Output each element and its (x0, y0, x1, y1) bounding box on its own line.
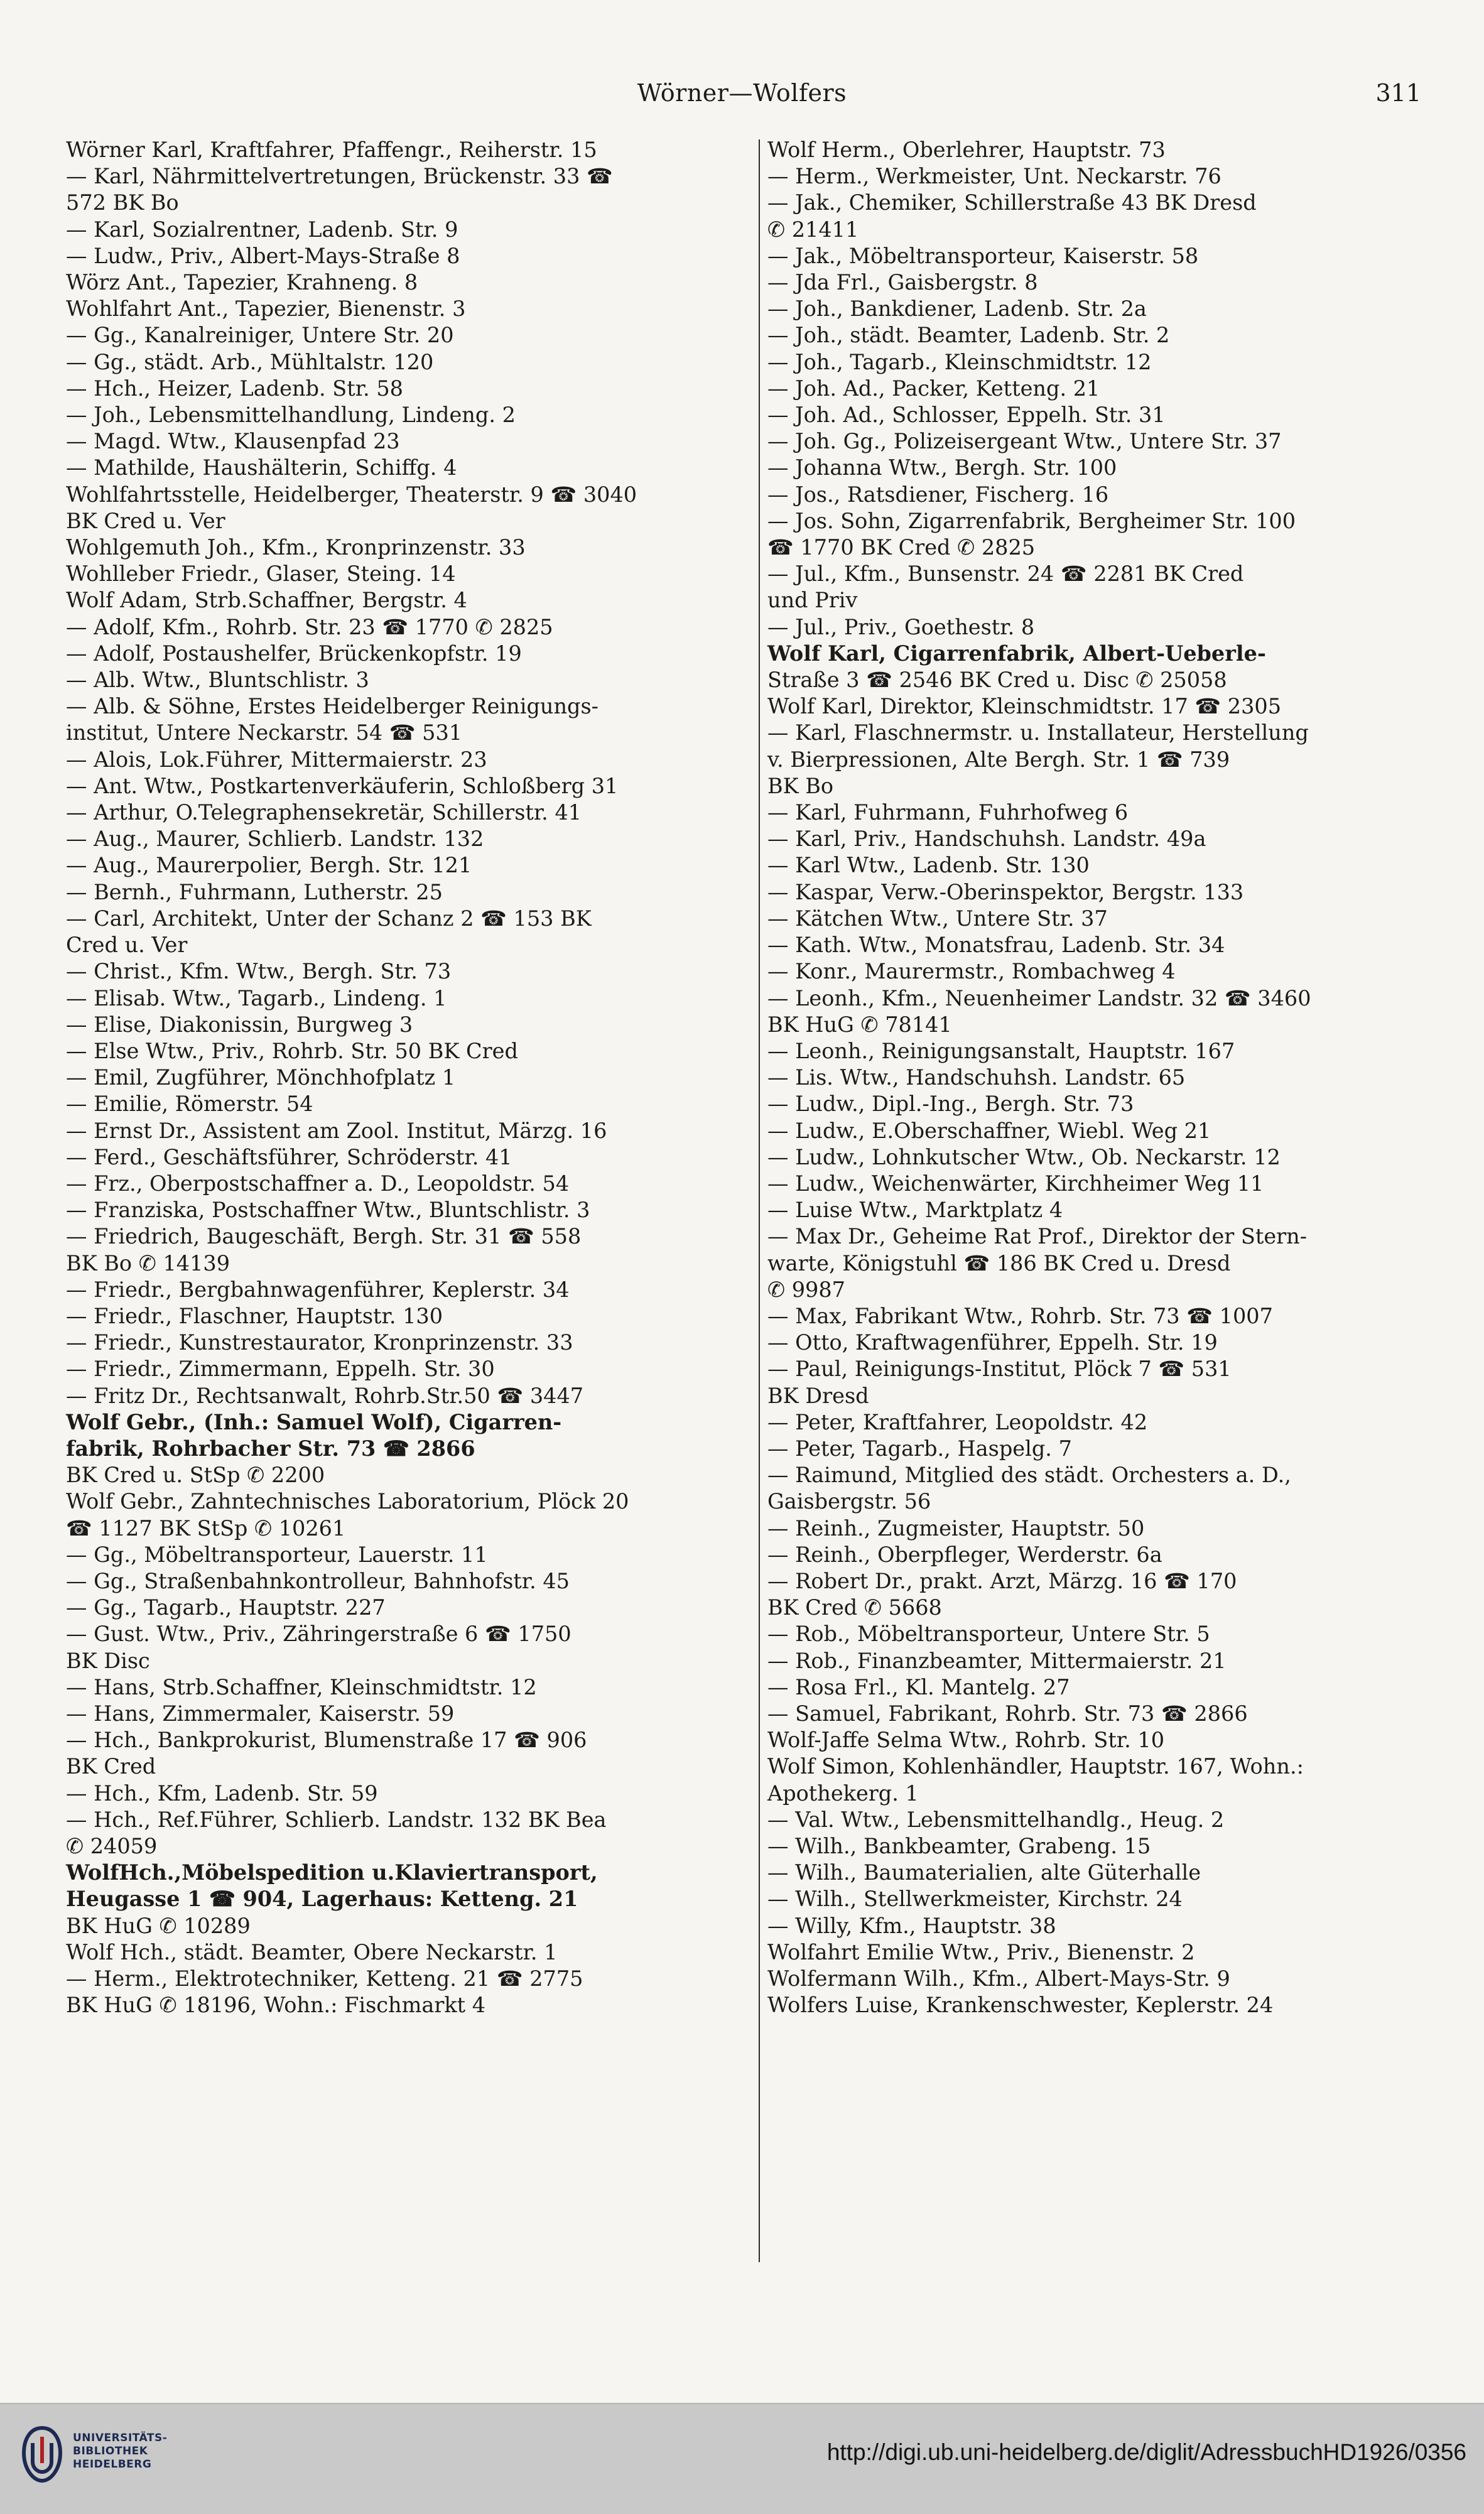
directory-entry: — Hch., Bankprokurist, Blumenstraße 17 ☎ 906 (66, 1728, 587, 1753)
directory-entry: und Priv (767, 588, 858, 613)
directory-entry: — Konr., Maurermstr., Rombachweg 4 (767, 959, 1176, 984)
directory-entry: — Jak., Chemiker, Schillerstraße 43 BK Dresd (767, 190, 1257, 215)
directory-entry: — Max, Fabrikant Wtw., Rohrb. Str. 73 ☎ 1007 (767, 1303, 1273, 1328)
directory-entry: — Friedrich, Baugeschäft, Bergh. Str. 31 ☎ 558 (66, 1224, 582, 1249)
directory-entry: — Gg., städt. Arb., Mühltalstr. 120 (66, 349, 434, 374)
directory-entry: — Christ., Kfm. Wtw., Bergh. Str. 73 (66, 959, 452, 984)
directory-entry: — Kaspar, Verw.-Oberinspektor, Bergstr. 133 (767, 879, 1244, 904)
directory-entry: — Adolf, Kfm., Rohrb. Str. 23 ☎ 1770 ✆ 2825 (66, 614, 553, 639)
directory-entry: — Jos., Ratsdiener, Fischerg. 16 (767, 482, 1109, 507)
directory-entry: ✆ 24059 (66, 1834, 158, 1858)
directory-entry: — Gg., Kanalreiniger, Untere Str. 20 (66, 323, 454, 348)
directory-entry: — Jos. Sohn, Zigarrenfabrik, Bergheimer Str. 100 (767, 508, 1296, 533)
source-url-link[interactable]: http://digi.ub.uni-heidelberg.de/diglit/AdressbuchHD1926/0356 (826, 2439, 1466, 2465)
directory-entry: Wolf-Jaffe Selma Wtw., Rohrb. Str. 10 (767, 1728, 1165, 1753)
directory-entry: — Luise Wtw., Marktplatz 4 (767, 1198, 1063, 1223)
directory-entry: — Joh. Ad., Schlosser, Eppelh. Str. 31 (767, 403, 1166, 428)
directory-entry: Wohlfahrt Ant., Tapezier, Bienenstr. 3 (66, 296, 466, 322)
directory-entry: Wolf Simon, Kohlenhändler, Hauptstr. 167, Wohn.: (767, 1754, 1304, 1779)
directory-entry: BK Bo ✆ 14139 (66, 1250, 230, 1276)
directory-entry: — Rob., Möbeltransporteur, Untere Str. 5 (767, 1622, 1210, 1647)
directory-entry: — Fritz Dr., Rechtsanwalt, Rohrb.Str.50 ☎ 3447 (66, 1383, 584, 1408)
logo-text-line-2: BIBLIOTHEK (73, 2445, 148, 2457)
column-divider (759, 139, 760, 2262)
directory-entry: — Magd. Wtw., Klausenpfad 23 (66, 429, 400, 454)
directory-entry: — Karl, Nährmittelvertretungen, Brückenstr. 33 ☎ (66, 164, 613, 189)
directory-entry: — Aug., Maurerpolier, Bergh. Str. 121 (66, 853, 472, 878)
page-header (63, 74, 1421, 118)
directory-entry: — Jda Frl., Gaisbergstr. 8 (767, 270, 1038, 295)
directory-entry: — Raimund, Mitglied des städt. Orchesters a. D., (767, 1463, 1291, 1488)
directory-entry: BK Dresd (767, 1383, 869, 1408)
directory-entry: — Arthur, O.Telegraphensekretär, Schillerstr. 41 (66, 800, 582, 825)
directory-entry: — Wilh., Baumaterialien, alte Güterhalle (767, 1860, 1201, 1885)
directory-entry: — Karl, Flaschnermstr. u. Installateur, Herstellung (767, 720, 1309, 745)
directory-entry: — Ant. Wtw., Postkartenverkäuferin, Schloßberg 31 (66, 773, 619, 798)
directory-entry: — Hch., Kfm, Ladenb. Str. 59 (66, 1780, 378, 1806)
directory-entry: Gaisbergstr. 56 (767, 1489, 931, 1514)
directory-entry: — Adolf, Postaushelfer, Brückenkopfstr. 19 (66, 641, 522, 666)
directory-entry: — Gg., Straßenbahnkontrolleur, Bahnhofstr. 45 (66, 1568, 570, 1593)
directory-entry: — Rosa Frl., Kl. Mantelg. 27 (767, 1674, 1070, 1699)
directory-entry: — Karl, Fuhrmann, Fuhrhofweg 6 (767, 800, 1129, 825)
directory-entry: warte, Königstuhl ☎ 186 BK Cred u. Dresd (767, 1250, 1231, 1276)
footer-bar (0, 2403, 1484, 2514)
directory-entry: — Friedr., Zimmermann, Eppelh. Str. 30 (66, 1357, 495, 1382)
directory-entry: — Joh., städt. Beamter, Ladenb. Str. 2 (767, 323, 1170, 348)
logo-text-line-3: HEIDELBERG (73, 2458, 152, 2471)
directory-entry: — Aug., Maurer, Schlierb. Landstr. 132 (66, 826, 484, 852)
directory-entry: Wolf Gebr., (Inh.: Samuel Wolf), Cigarren- (66, 1409, 562, 1434)
directory-entry: fabrik, Rohrbacher Str. 73 ☎ 2866 (66, 1436, 475, 1461)
directory-entry: — Reinh., Oberpfleger, Werderstr. 6a (767, 1542, 1162, 1567)
directory-entry: — Friedr., Bergbahnwagenführer, Keplerstr. 34 (66, 1277, 570, 1302)
directory-entry: — Joh., Tagarb., Kleinschmidtstr. 12 (767, 349, 1152, 374)
directory-entry: Wolfermann Wilh., Kfm., Albert-Mays-Str. 9 (767, 1966, 1230, 1991)
page-number: 311 (1375, 79, 1421, 107)
directory-entry: — Hch., Heizer, Ladenb. Str. 58 (66, 376, 403, 401)
directory-entry: Wolf Adam, Strb.Schaffner, Bergstr. 4 (66, 588, 467, 613)
directory-entry: Apothekerg. 1 (767, 1780, 919, 1806)
directory-entry: — Karl, Sozialrentner, Ladenb. Str. 9 (66, 217, 458, 242)
directory-entry: — Elisab. Wtw., Tagarb., Lindeng. 1 (66, 985, 447, 1010)
directory-entry: — Jak., Möbeltransporteur, Kaiserstr. 58 (767, 243, 1199, 268)
directory-entry: — Bernh., Fuhrmann, Lutherstr. 25 (66, 879, 443, 904)
directory-entry: Wohlfahrtsstelle, Heidelberger, Theaterstr. 9 ☎ 3040 (66, 482, 637, 507)
directory-entry: — Peter, Kraftfahrer, Leopoldstr. 42 (767, 1409, 1148, 1434)
directory-entry: — Alb. Wtw., Bluntschlistr. 3 (66, 668, 369, 693)
directory-entry: — Joh., Lebensmittelhandlung, Lindeng. 2 (66, 403, 516, 428)
directory-entry: — Leonh., Kfm., Neuenheimer Landstr. 32 ☎ 3460 (767, 985, 1311, 1010)
directory-entry: — Carl, Architekt, Unter der Schanz 2 ☎ 153 BK (66, 906, 592, 931)
right-column (767, 137, 1439, 2018)
directory-entry: institut, Untere Neckarstr. 54 ☎ 531 (66, 720, 463, 745)
directory-entry: — Elise, Diakonissin, Burgweg 3 (66, 1012, 413, 1037)
directory-entry: — Kath. Wtw., Monatsfrau, Ladenb. Str. 34 (767, 933, 1225, 958)
directory-entry: — Alois, Lok.Führer, Mittermaierstr. 23 (66, 747, 487, 772)
directory-entry: BK Cred u. StSp ✆ 2200 (66, 1463, 325, 1488)
directory-entry: Cred u. Ver (66, 933, 188, 958)
directory-entry: BK Cred ✆ 5668 (767, 1595, 942, 1620)
directory-entry: Wörz Ant., Tapezier, Krahneng. 8 (66, 270, 418, 295)
directory-entry: Heugasse 1 ☎ 904, Lagerhaus: Ketteng. 21 (66, 1887, 578, 1912)
directory-entry: ☎ 1770 BK Cred ✆ 2825 (767, 535, 1036, 560)
directory-entry: ✆ 9987 (767, 1277, 845, 1302)
directory-entry: Wohlgemuth Joh., Kfm., Kronprinzenstr. 33 (66, 535, 526, 560)
directory-entry: — Ernst Dr., Assistent am Zool. Institut, Märzg. 16 (66, 1118, 607, 1143)
directory-entry: — Friedr., Flaschner, Hauptstr. 130 (66, 1303, 443, 1328)
directory-entry: BK Cred u. Ver (66, 508, 225, 533)
directory-entry: BK HuG ✆ 18196, Wohn.: Fischmarkt 4 (66, 1993, 486, 2018)
left-column (66, 137, 747, 2018)
directory-entry: Wolf Herm., Oberlehrer, Hauptstr. 73 (767, 138, 1166, 162)
university-library-logo-icon (19, 2424, 65, 2484)
directory-entry: — Emilie, Römerstr. 54 (66, 1092, 313, 1117)
directory-entry: — Ludw., Lohnkutscher Wtw., Ob. Neckarstr. 12 (767, 1144, 1281, 1169)
directory-entry: — Ludw., Priv., Albert-Mays-Straße 8 (66, 243, 460, 268)
directory-entry: — Leonh., Reinigungsanstalt, Hauptstr. 167 (767, 1038, 1235, 1063)
directory-entry: — Emil, Zugführer, Mönchhofplatz 1 (66, 1065, 456, 1090)
directory-entry: ✆ 21411 (767, 217, 859, 242)
directory-entry: — Paul, Reinigungs-Institut, Plöck 7 ☎ 531 (767, 1357, 1232, 1382)
directory-entry: — Friedr., Kunstrestaurator, Kronprinzenstr. 33 (66, 1330, 573, 1355)
directory-entry: Straße 3 ☎ 2546 BK Cred u. Disc ✆ 25058 (767, 668, 1227, 693)
directory-entry: — Herm., Elektrotechniker, Ketteng. 21 ☎ 2775 (66, 1966, 583, 1991)
running-head: Wörner—Wolfers (637, 79, 847, 107)
directory-entry: BK HuG ✆ 78141 (767, 1012, 952, 1037)
directory-entry: BK Bo (767, 773, 834, 798)
directory-entry: ☎ 1127 BK StSp ✆ 10261 (66, 1515, 346, 1541)
directory-entry: — Kätchen Wtw., Untere Str. 37 (767, 906, 1108, 931)
directory-entry: — Karl, Priv., Handschuhsh. Landstr. 49a (767, 826, 1206, 852)
directory-entry: — Joh. Ad., Packer, Ketteng. 21 (767, 376, 1100, 401)
directory-entry: — Mathilde, Haushälterin, Schiffg. 4 (66, 455, 457, 480)
directory-entry: BK Disc (66, 1648, 150, 1673)
directory-entry: Wolfahrt Emilie Wtw., Priv., Bienenstr. 2 (767, 1939, 1195, 1964)
directory-entry: BK HuG ✆ 10289 (66, 1913, 251, 1938)
directory-entry: — Joh., Bankdiener, Ladenb. Str. 2a (767, 296, 1147, 322)
directory-entry: Wolf Karl, Cigarrenfabrik, Albert-Ueberle- (767, 641, 1266, 666)
directory-entry: — Reinh., Zugmeister, Hauptstr. 50 (767, 1515, 1145, 1541)
directory-entry: Wolf Karl, Direktor, Kleinschmidtstr. 17 ☎ 2305 (767, 694, 1282, 719)
directory-entry: — Else Wtw., Priv., Rohrb. Str. 50 BK Cred (66, 1038, 518, 1063)
logo-text-line-1: UNIVERSITÄTS- (73, 2432, 168, 2444)
directory-entry: — Wilh., Stellwerkmeister, Kirchstr. 24 (767, 1887, 1183, 1912)
directory-entry: — Gust. Wtw., Priv., Zähringerstraße 6 ☎ 1750 (66, 1622, 571, 1647)
directory-entry: — Hans, Zimmermaler, Kaiserstr. 59 (66, 1701, 455, 1726)
directory-entry: — Alb. & Söhne, Erstes Heidelberger Reinigungs- (66, 694, 599, 719)
directory-entry: 572 BK Bo (66, 190, 179, 215)
directory-entry: — Johanna Wtw., Bergh. Str. 100 (767, 455, 1117, 480)
directory-entry: — Ludw., Weichenwärter, Kirchheimer Weg 11 (767, 1171, 1264, 1196)
directory-entry: WolfHch.,Möbelspedition u.Klaviertransport, (66, 1860, 598, 1885)
directory-entry: Wolf Hch., städt. Beamter, Obere Neckarstr. 1 (66, 1939, 558, 1964)
directory-entry: — Gg., Möbeltransporteur, Lauerstr. 11 (66, 1542, 488, 1567)
directory-entry: — Hans, Strb.Schaffner, Kleinschmidtstr. 12 (66, 1674, 537, 1699)
directory-entry: — Ludw., E.Oberschaffner, Wiebl. Weg 21 (767, 1118, 1211, 1143)
directory-entry: — Rob., Finanzbeamter, Mittermaierstr. 21 (767, 1648, 1227, 1673)
directory-entry: — Max Dr., Geheime Rat Prof., Direktor der Stern- (767, 1224, 1308, 1249)
directory-entry: Wolf Gebr., Zahntechnisches Laboratorium, Plöck 20 (66, 1489, 629, 1514)
directory-entry: — Franziska, Postschaffner Wtw., Bluntschlistr. 3 (66, 1198, 590, 1223)
logo-text (73, 2432, 167, 2471)
directory-entry: — Hch., Ref.Führer, Schlierb. Landstr. 132 BK Bea (66, 1807, 607, 1832)
directory-entry: — Jul., Kfm., Bunsenstr. 24 ☎ 2281 BK Cred (767, 561, 1244, 587)
directory-entry: — Ludw., Dipl.-Ing., Bergh. Str. 73 (767, 1092, 1134, 1117)
directory-entry: — Robert Dr., prakt. Arzt, Märzg. 16 ☎ 170 (767, 1568, 1237, 1593)
directory-entry: — Ferd., Geschäftsführer, Schröderstr. 41 (66, 1144, 512, 1169)
directory-entry: — Jul., Priv., Goethestr. 8 (767, 614, 1035, 639)
directory-entry: — Val. Wtw., Lebensmittelhandlg., Heug. 2 (767, 1807, 1225, 1832)
directory-entry: — Wilh., Bankbeamter, Grabeng. 15 (767, 1834, 1151, 1858)
directory-entry: — Otto, Kraftwagenführer, Eppelh. Str. 19 (767, 1330, 1218, 1355)
directory-entry: — Herm., Werkmeister, Unt. Neckarstr. 76 (767, 164, 1221, 189)
directory-entry: — Peter, Tagarb., Haspelg. 7 (767, 1436, 1072, 1461)
directory-entry: — Frz., Oberpostschaffner a. D., Leopoldstr. 54 (66, 1171, 570, 1196)
directory-entry: Wohlleber Friedr., Glaser, Steing. 14 (66, 561, 456, 587)
directory-entry: v. Bierpressionen, Alte Bergh. Str. 1 ☎ 739 (767, 747, 1230, 772)
library-logo[interactable] (19, 2422, 182, 2497)
directory-entry: — Samuel, Fabrikant, Rohrb. Str. 73 ☎ 2866 (767, 1701, 1248, 1726)
directory-entry: — Gg., Tagarb., Hauptstr. 227 (66, 1595, 386, 1620)
directory-entry: Wolfers Luise, Krankenschwester, Keplerstr. 24 (767, 1993, 1274, 2018)
directory-entry: Wörner Karl, Kraftfahrer, Pfaffengr., Reiherstr. 15 (66, 138, 597, 162)
directory-entry: — Willy, Kfm., Hauptstr. 38 (767, 1913, 1056, 1938)
directory-entry: — Joh. Gg., Polizeisergeant Wtw., Untere Str. 37 (767, 429, 1282, 454)
directory-entry: — Karl Wtw., Ladenb. Str. 130 (767, 853, 1090, 878)
directory-entry: — Lis. Wtw., Handschuhsh. Landstr. 65 (767, 1065, 1186, 1090)
directory-entry: BK Cred (66, 1754, 156, 1779)
